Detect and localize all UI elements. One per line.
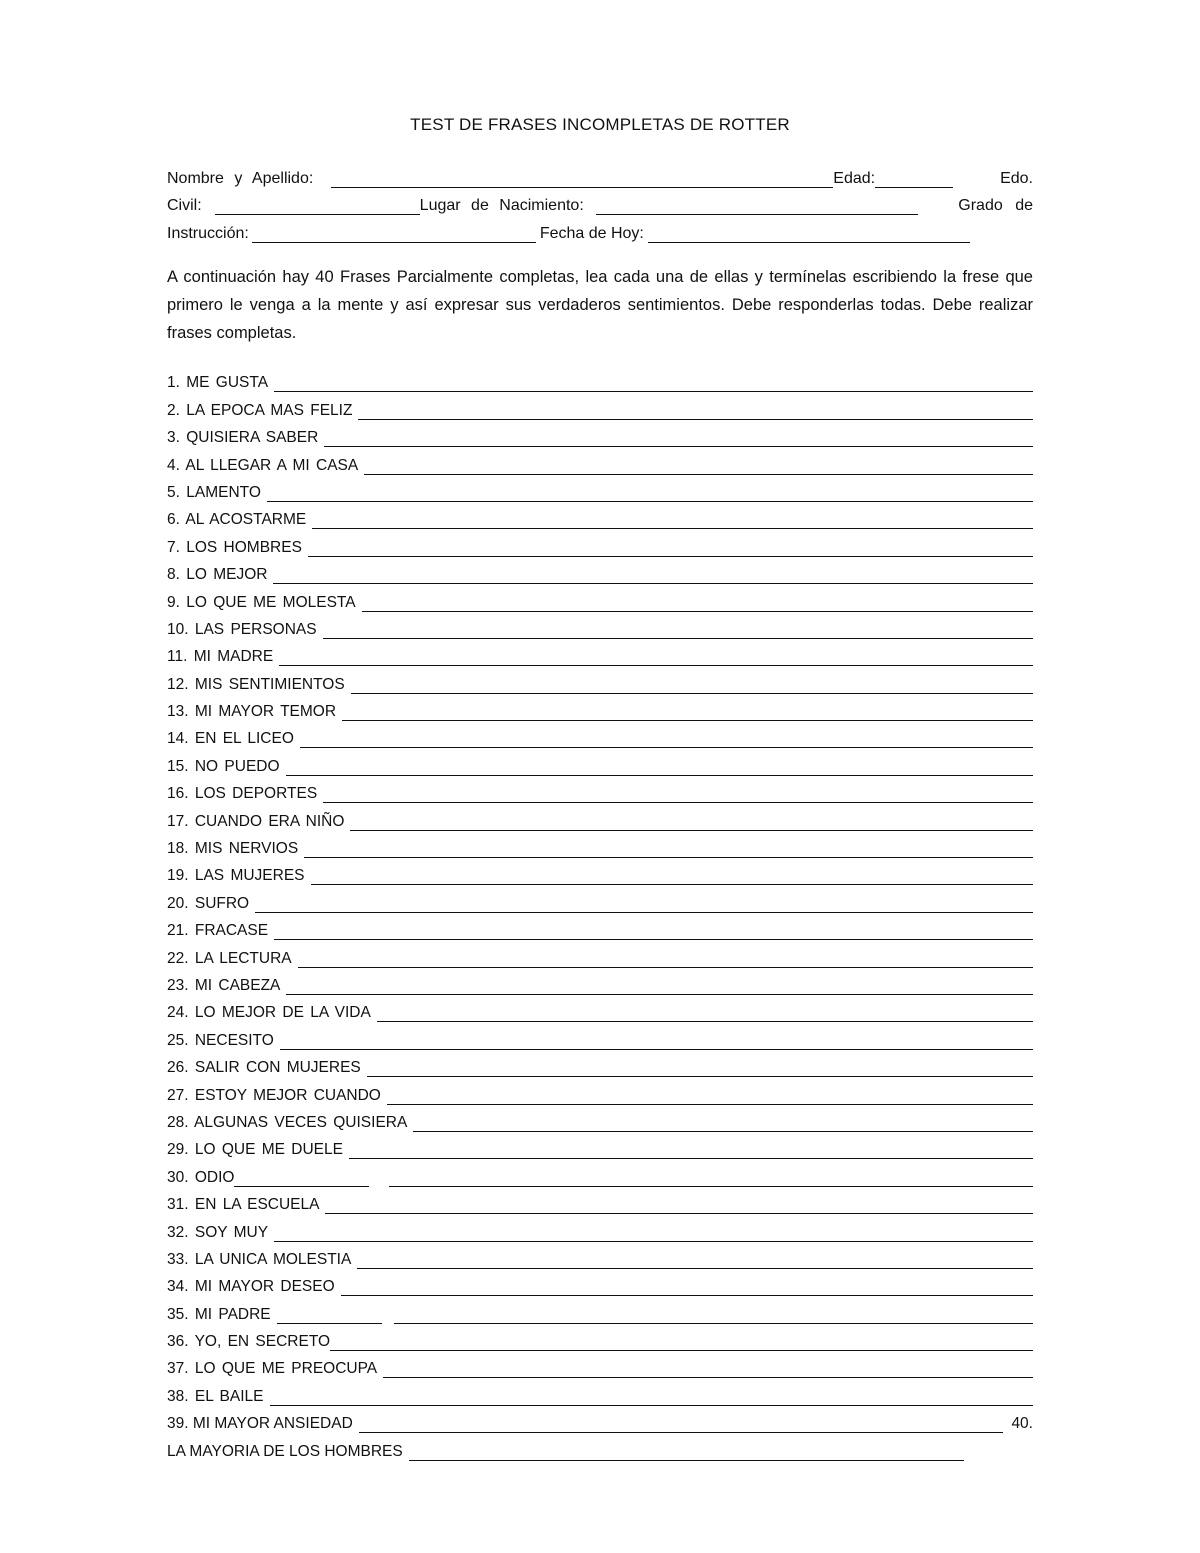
sentence-prompt: 8. LO MEJOR bbox=[167, 566, 268, 584]
civil-status-blank[interactable] bbox=[215, 197, 420, 215]
sentence-item bbox=[167, 940, 1033, 967]
sentence-item bbox=[167, 557, 1033, 584]
sentence-prompt: 11. MI MADRE bbox=[167, 648, 274, 666]
answer-blank-short[interactable] bbox=[277, 1306, 382, 1324]
age-blank[interactable] bbox=[875, 170, 953, 188]
answer-blank[interactable] bbox=[350, 813, 1033, 831]
answer-blank[interactable] bbox=[324, 429, 1033, 447]
education-blank[interactable] bbox=[252, 225, 536, 243]
sentence-item-40 bbox=[167, 1433, 1033, 1460]
sentence-item bbox=[167, 1296, 1033, 1323]
sentence-prompt: 14. EN EL LICEO bbox=[167, 730, 294, 748]
sentence-prompt: 2. LA EPOCA MAS FELIZ bbox=[167, 401, 353, 419]
sentence-item bbox=[167, 502, 1033, 529]
sentence-item bbox=[167, 1187, 1033, 1214]
answer-blank[interactable] bbox=[359, 1415, 1004, 1433]
sentence-prompt: 1. ME GUSTA bbox=[167, 374, 269, 392]
sentence-item bbox=[167, 803, 1033, 830]
answer-blank[interactable] bbox=[389, 1169, 1033, 1187]
education-label-start: Grado de bbox=[958, 197, 1033, 214]
answer-blank[interactable] bbox=[325, 1196, 1033, 1214]
sentence-prompt: 12. MIS SENTIMIENTOS bbox=[167, 675, 345, 693]
answer-blank[interactable] bbox=[255, 895, 1033, 913]
sentence-item bbox=[167, 584, 1033, 611]
answer-blank[interactable] bbox=[351, 676, 1033, 694]
sentence-item bbox=[167, 365, 1033, 392]
sentence-prompt: 34. MI MAYOR DESEO bbox=[167, 1278, 335, 1296]
instructions-paragraph: A continuación hay 40 Frases Parcialmente completas, lea cada una de ellas y termínelas escribiendo la frese que primero le venga a la mente y así expresar sus verdaderos sentimientos. Debe responderlas todas. Debe realizar frases completas. bbox=[167, 268, 1033, 342]
personal-data-fields bbox=[167, 160, 1033, 243]
answer-blank[interactable] bbox=[342, 703, 1033, 721]
sentence-prompt: 25. NECESITO bbox=[167, 1031, 274, 1049]
sentence-item bbox=[167, 1159, 1033, 1186]
sentence-item bbox=[167, 447, 1033, 474]
sentence-prompt: 9. LO QUE ME MOLESTA bbox=[167, 593, 356, 611]
sentence-prompt: 7. LOS HOMBRES bbox=[167, 538, 302, 556]
sentence-item bbox=[167, 748, 1033, 775]
sentence-item bbox=[167, 1269, 1033, 1296]
answer-blank[interactable] bbox=[308, 539, 1033, 557]
sentence-item bbox=[167, 666, 1033, 693]
sentence-item bbox=[167, 995, 1033, 1022]
sentence-item bbox=[167, 1351, 1033, 1378]
answer-blank[interactable] bbox=[413, 1114, 1033, 1132]
answer-blank[interactable] bbox=[274, 922, 1033, 940]
sentence-item bbox=[167, 1132, 1033, 1159]
answer-blank[interactable] bbox=[383, 1360, 1033, 1378]
sentence-prompt: 22. LA LECTURA bbox=[167, 949, 292, 967]
sentence-prompt: 18. MIS NERVIOS bbox=[167, 840, 299, 858]
sentence-prompt: 35. MI PADRE bbox=[167, 1305, 271, 1323]
sentence-prompt: 28. ALGUNAS VECES QUISIERA bbox=[167, 1113, 408, 1131]
answer-blank[interactable] bbox=[323, 621, 1033, 639]
sentence-prompt: 6. AL ACOSTARME bbox=[167, 511, 307, 529]
answer-blank[interactable] bbox=[349, 1141, 1033, 1159]
sentence-prompt: 37. LO QUE ME PREOCUPA bbox=[167, 1360, 378, 1378]
answer-blank[interactable] bbox=[298, 950, 1033, 968]
sentence-prompt: 16. LOS DEPORTES bbox=[167, 785, 318, 803]
answer-blank[interactable] bbox=[409, 1443, 964, 1461]
sentence-prompt: 26. SALIR CON MUJERES bbox=[167, 1059, 361, 1077]
field-row-civil bbox=[167, 188, 1033, 216]
answer-blank[interactable] bbox=[358, 402, 1033, 420]
sentence-item bbox=[167, 1214, 1033, 1241]
education-label-end: Instrucción: bbox=[167, 224, 249, 242]
sentence-item bbox=[167, 1077, 1033, 1104]
answer-blank[interactable] bbox=[367, 1059, 1033, 1077]
sentence-item bbox=[167, 831, 1033, 858]
sentence-prompt: 21. FRACASE bbox=[167, 922, 269, 940]
sentence-item bbox=[167, 475, 1033, 502]
sentence-prompt: 30. ODIO bbox=[167, 1168, 235, 1186]
sentence-item bbox=[167, 1050, 1033, 1077]
sentence-prompt: 20. SUFRO bbox=[167, 894, 250, 912]
sentence-prompt: LA MAYORIA DE LOS HOMBRES bbox=[167, 1442, 403, 1460]
sentence-prompt: 15. NO PUEDO bbox=[167, 757, 280, 775]
sentence-prompt: 4. AL LLEGAR A MI CASA bbox=[167, 456, 359, 474]
sentence-prompt: 33. LA UNICA MOLESTIA bbox=[167, 1250, 352, 1268]
answer-blank[interactable] bbox=[323, 785, 1033, 803]
sentence-item bbox=[167, 1242, 1033, 1269]
answer-blank[interactable] bbox=[300, 730, 1033, 748]
birthplace-label: Lugar de Nacimiento: bbox=[419, 197, 584, 214]
date-label: Fecha de Hoy: bbox=[539, 224, 644, 242]
answer-blank[interactable] bbox=[274, 1224, 1033, 1242]
sentence-item bbox=[167, 721, 1033, 748]
answer-blank[interactable] bbox=[377, 1004, 1033, 1022]
sentence-prompt: 5. LAMENTO bbox=[167, 483, 261, 501]
answer-blank[interactable] bbox=[273, 566, 1033, 584]
answer-blank[interactable] bbox=[387, 1087, 1033, 1105]
document-title: TEST DE FRASES INCOMPLETAS DE ROTTER bbox=[410, 115, 790, 134]
sentence-prompt: 13. MI MAYOR TEMOR bbox=[167, 703, 337, 721]
sentence-list bbox=[167, 365, 1033, 1461]
answer-blank[interactable] bbox=[330, 1333, 1033, 1351]
sentence-prompt: 19. LAS MUJERES bbox=[167, 867, 305, 885]
sentence-item bbox=[167, 1022, 1033, 1049]
answer-blank[interactable] bbox=[341, 1278, 1033, 1296]
answer-blank[interactable] bbox=[286, 977, 1033, 995]
civil-status-label-start: Edo. bbox=[1000, 169, 1033, 187]
sentence-item bbox=[167, 639, 1033, 666]
sentence-item bbox=[167, 1378, 1033, 1405]
sentence-item-39 bbox=[167, 1406, 1033, 1433]
birthplace-blank[interactable] bbox=[596, 197, 918, 215]
sentence-item bbox=[167, 968, 1033, 995]
name-blank[interactable] bbox=[331, 170, 833, 188]
age-label: Edad: bbox=[833, 169, 876, 187]
sentence-prompt: 32. SOY MUY bbox=[167, 1223, 269, 1241]
field-row-education bbox=[167, 215, 1033, 243]
sentence-prompt: 23. MI CABEZA bbox=[167, 976, 281, 994]
sentence-item bbox=[167, 612, 1033, 639]
answer-blank-short[interactable] bbox=[234, 1169, 369, 1187]
answer-blank[interactable] bbox=[394, 1306, 1033, 1324]
sentence-item bbox=[167, 776, 1033, 803]
answer-blank[interactable] bbox=[270, 1388, 1034, 1406]
sentence-prompt: 31. EN LA ESCUELA bbox=[167, 1196, 320, 1214]
field-row-name bbox=[167, 160, 1033, 188]
sentence-item bbox=[167, 858, 1033, 885]
answer-blank[interactable] bbox=[312, 511, 1033, 529]
civil-status-label-end: Civil: bbox=[167, 197, 202, 214]
sentence-item bbox=[167, 885, 1033, 912]
sentence-item bbox=[167, 392, 1033, 419]
name-label: Nombre y Apellido: bbox=[167, 169, 314, 187]
sentence-prompt: 38. EL BAILE bbox=[167, 1387, 264, 1405]
answer-blank[interactable] bbox=[267, 484, 1033, 502]
answer-blank[interactable] bbox=[304, 840, 1033, 858]
sentence-prompt: 24. LO MEJOR DE LA VIDA bbox=[167, 1004, 371, 1022]
sentence-prompt: 27. ESTOY MEJOR CUANDO bbox=[167, 1086, 381, 1104]
answer-blank[interactable] bbox=[279, 648, 1033, 666]
sentence-item bbox=[167, 694, 1033, 721]
sentence-prompt: 29. LO QUE ME DUELE bbox=[167, 1141, 343, 1159]
answer-blank[interactable] bbox=[274, 374, 1033, 392]
sentence-item bbox=[167, 913, 1033, 940]
sentence-item bbox=[167, 1105, 1033, 1132]
sentence-prompt: 3. QUISIERA SABER bbox=[167, 429, 319, 447]
answer-blank[interactable] bbox=[362, 594, 1033, 612]
next-item-number: 40. bbox=[1011, 1415, 1033, 1433]
answer-blank[interactable] bbox=[286, 758, 1033, 776]
sentence-prompt: 36. YO, EN SECRETO bbox=[167, 1333, 331, 1351]
sentence-prompt: 17. CUANDO ERA NIÑO bbox=[167, 812, 345, 830]
sentence-prompt: 10. LAS PERSONAS bbox=[167, 620, 317, 638]
answer-blank[interactable] bbox=[311, 867, 1033, 885]
date-blank[interactable] bbox=[648, 225, 970, 243]
sentence-item bbox=[167, 420, 1033, 447]
sentence-item bbox=[167, 1324, 1033, 1351]
sentence-prompt: 39. MI MAYOR ANSIEDAD bbox=[167, 1415, 353, 1433]
sentence-item bbox=[167, 529, 1033, 556]
answer-blank[interactable] bbox=[280, 1032, 1033, 1050]
answer-blank[interactable] bbox=[357, 1251, 1033, 1269]
answer-blank[interactable] bbox=[364, 457, 1033, 475]
